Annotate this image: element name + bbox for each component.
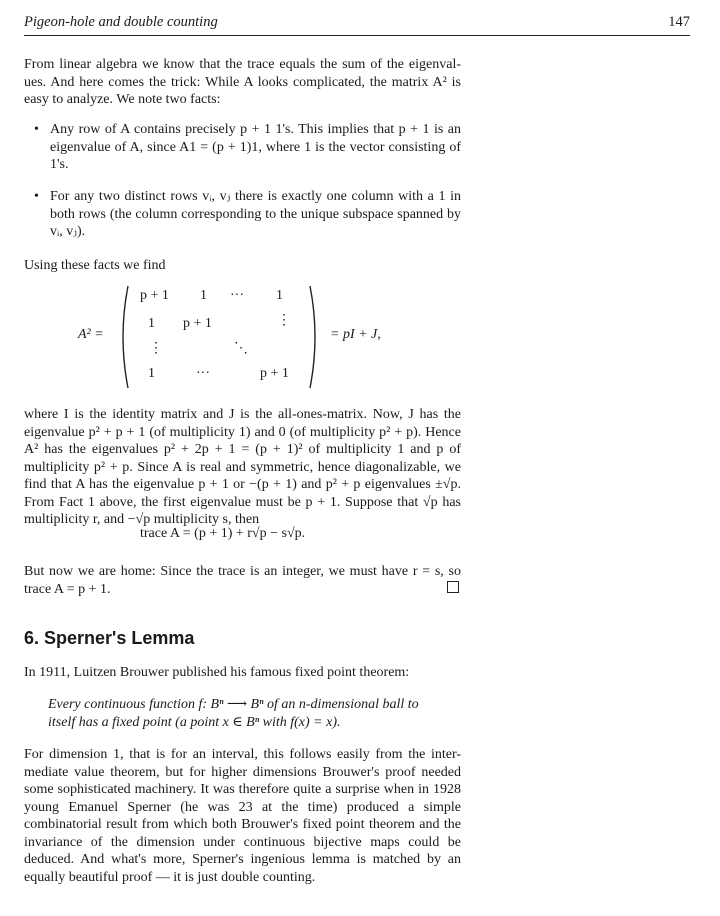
page-number: 147 (668, 14, 690, 30)
trace-equation: trace A = (p + 1) + r√p − s√p. (140, 526, 306, 541)
matrix-cell: p + 1 (140, 288, 169, 303)
matrix-rhs: = pI + J, (330, 327, 381, 342)
matrix-cell: ⋮ (149, 341, 163, 356)
matrix-cell: 1 (148, 366, 155, 381)
bullet-icon: • (34, 122, 39, 137)
paragraph-using-facts: Using these facts we find (24, 258, 166, 273)
running-header (24, 13, 690, 36)
theorem-quote: Every continuous function f: Bⁿ ⟶ Bⁿ of an n-dimensional ball to itself has a fixed point (a point x ∈ Bⁿ with f(x) = x). (48, 697, 419, 730)
matrix-cell: ⋱ (234, 341, 248, 356)
right-parenthesis (308, 284, 322, 390)
matrix-lhs: A² = (78, 327, 104, 342)
bullet-text: For any two distinct rows vᵢ, vⱼ there is exactly one column with a 1 in both rows (the column corresponding to the unique subspace spanned by vᵢ, vⱼ). (50, 189, 461, 239)
section-number: 6. (24, 628, 40, 648)
section-heading (24, 628, 194, 649)
matrix-cell: p + 1 (260, 366, 289, 381)
matrix-cell: ⋮ (277, 313, 291, 328)
left-parenthesis (116, 284, 130, 390)
matrix-cell: p + 1 (183, 316, 212, 331)
matrix-equation (78, 282, 418, 394)
matrix-cell: 1 (200, 288, 207, 303)
paragraph-sperner-body: For dimension 1, that is for an interval, this follows easily from the inter-mediate value theorem, but for higher dimensions Brouwer's proof needed some sophisticated machinery. It was therefore quite a surprise when in 1928 young Emanuel Sperner (he was 23 at the time) produced a simple combinatorial result from which both Brouwer's fixed point theorem and the invariance of the dimension under continuous bijective maps could be deduced. And what's more, Sperner's ingenious lemma is matched by an equally beautiful proof — it is just double counting. (24, 747, 461, 885)
paragraph-eigen-discussion: where I is the identity matrix and J is the all-ones-matrix. Now, J has the eigenvalue p² + p + 1 (of multiplicity 1) and 0 (of multiplicity p² + p). Hence A² has the eigenvalues p² + 2p + 1 = (p + 1)² of multiplicity 1 and p of multiplicity p² + p. Since A is real and symmetric, hence diagonalizable, we find that A has the eigenvalue p + 1 or −(p + 1) and p² + p eigenvalues ±√p. From Fact 1 above, the first eigenvalue must be p + 1. Suppose that √p has multiplicity r, and −√p multiplicity s, then (24, 407, 461, 527)
matrix-cell: 1 (276, 288, 283, 303)
running-title: Pigeon-hole and double counting (24, 14, 218, 30)
matrix-cell: ··· (196, 366, 210, 381)
paragraph-sperner-intro: In 1911, Luitzen Brouwer published his famous fixed point theorem: (24, 665, 410, 680)
qed-square-icon (447, 581, 459, 593)
matrix-cell: ··· (230, 288, 244, 303)
bullet-text: Any row of A contains precisely p + 1 1's. This implies that p + 1 is an eigenvalue of A, since A1 = (p + 1)1, where 1 is the vector consisting of 1's. (50, 122, 461, 172)
matrix-cell: 1 (148, 316, 155, 331)
paragraph-intro: From linear algebra we know that the trace equals the sum of the eigenval-ues. And here comes the trick: While A looks complicated, the matrix A² is easy to analyze. We note two facts: (24, 57, 461, 107)
bullet-icon: • (34, 189, 39, 204)
section-title: Sperner's Lemma (44, 628, 195, 648)
paragraph-conclusion: But now we are home: Since the trace is an integer, we must have r = s, so trace A = p + 1. (24, 564, 461, 597)
